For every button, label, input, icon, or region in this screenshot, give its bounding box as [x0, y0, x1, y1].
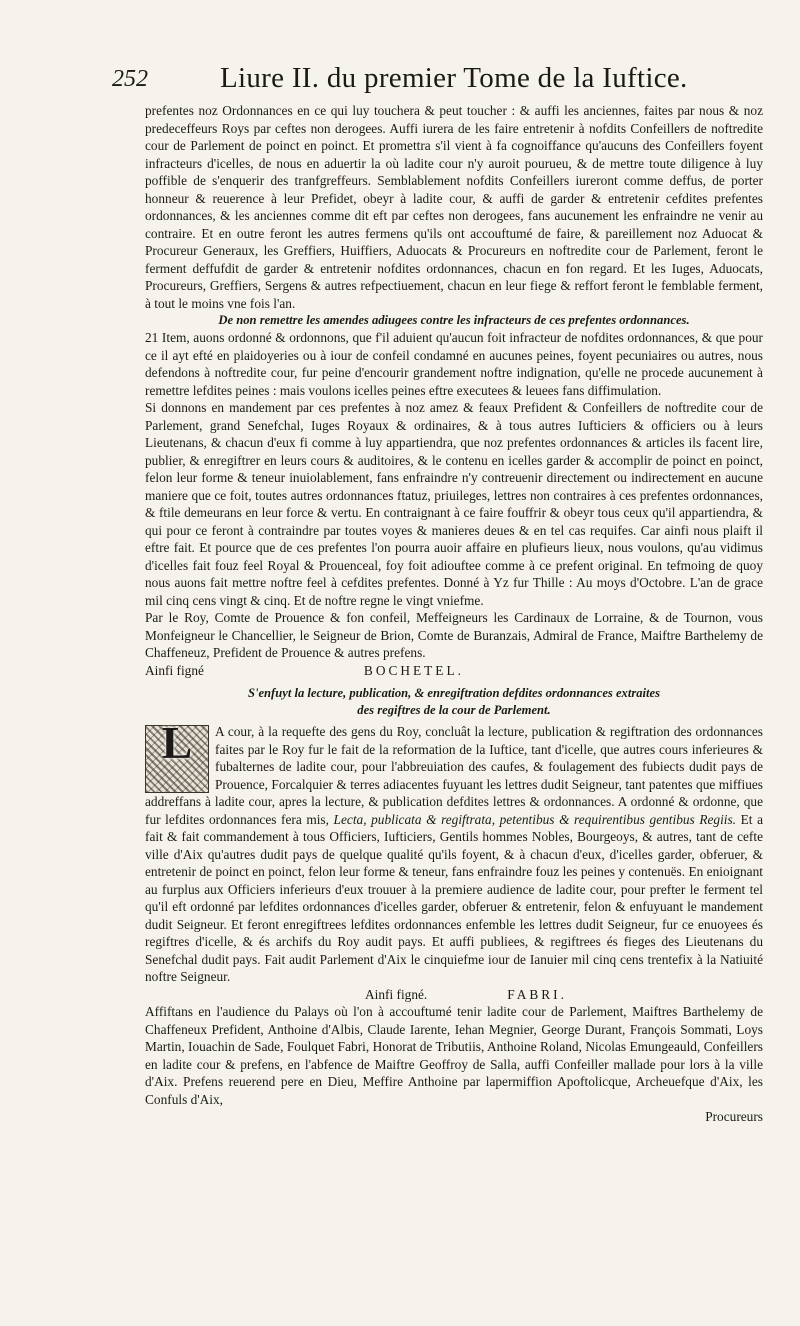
paragraph-text: Et a fait & fait commandement à tous Officiers, Iufticiers, Gentils hommes Nobles, Bourgeoys, & autres, tant de cefte ville d'Aix qu'autres dudit pays de quelque qualité qu'ils foyent, & à chacun d'eux, d'icelles garder, obferuer, & entretenir de poinct en poinct, felon leur forme & teneur, fans enfraindre fouz les peines y contenuës. En enioignant au furplus aux Officiers inferieurs d'eux trouuer à la premiere audience de ladite cour, pour prefter le ferment tel qu'il eft ordonné par lefdites ordonnances d'icelles garder, obferuer & entretenir, felon & enfuyuant le mandement dudit Seigneur. Et feront enregiftrees lefdites ordonnances enfemble les lettres dudit Seigneur, fur ce enuoyees és regiftres d'icelle, & és archifs du Roy audit pays. Et auffi publiees, & regiftrees és fieges des Lieutenans du Senefchal dudit pays. Fait audit Parlement d'Aix le cinquiefme iour de Ianuier mil cinq cens trentefix à la Natiuité noftre Seigneur. [145, 811, 763, 984]
catchword: Procureurs [705, 1109, 763, 1124]
running-title: Liure II. du premier Tome de la Iuftice. [220, 62, 688, 94]
signature-label: Ainfi figné [145, 662, 204, 678]
paragraph: 21 Item, auons ordonné & ordonnons, que f'il aduient qu'aucun foit infracteur de nofdites ordonnances, & que pour ce il ayt efté en plaidoyeries ou à iour de confeil condamné en aucunes peines, foyent pecuniaires ou autres, nous defendons à noftredite cour, fur peine d'encourir grandement noftre indignation, qu'elle ne procede aucunement à remettre lefdites peines : mais voulons icelles peines eftre executees & leuees fans diffimulation. [145, 330, 763, 398]
signature-name: BOCHETEL. [363, 662, 464, 678]
signature-line [145, 986, 763, 1004]
signature-label: Ainfi figné. [365, 986, 428, 1002]
paragraph-text: A cour, à la requefte des gens du Roy, concluât la lecture, publication & regiftration des ordonnances faites par le Roy fur le fait de la reformation de la Iuftice, tant d'icelle, que autres cours inferieures & fubalternes de ladite cour, pour l'abbreuiation des caufes, & foulagement des fubiects dudit pays de Prouence, Forcalquier & terres adiacentes fuyuant les lettres dudit Seigneur, tant patentes que miffiues addreffans à ladite cour, apres la lecture, & publication defdites lettres & ordonnances. A ordonné & ordonne, que fur lefdites ordonnances fera mis, [145, 724, 763, 827]
latin-formula: Lecta, publicata & regiftrata, petentibus & requirentibus gentibus Regiis. [333, 811, 737, 827]
signature-name: FABRI. [507, 986, 567, 1002]
paragraph: prefentes noz Ordonnances en ce qui luy touchera & peut toucher : & auffi les anciennes, faites par nous & noz predeceffeurs Roys par ceftes non derogees. Auffi iurera de les faire entretenir à nofdits Confeillers de noftredite cour de Parlement de poinct en poinct. Et promettra s'il vient à fa cognoiffance qu'aucuns des Confeillers foyent infracteurs d'icelles, de nous en aduertir la où ladite cour n'y auroit pourueu, & de mettre toute diligence à luy poffible de s'enquerir des tranfgreffeurs. Semblablement nofdits Confeillers iureront comme deffus, de porter honneur & reuerence à leur Prefidet, obeyr à ladite cour, & auffi de garder & entretenir cefdites prefentes ordonnances, & les anciennes comme dit eft par ceftes non derogees, fans aucunement les enfraindre ne venir au contraire. Et en outre feront les autres fermens qu'ils ont accouftumé de faire, & pareillement noz Aduocat & Procureur Generaux, les Greffiers, Huiffiers, Aduocats & Procureurs en noftredite cour de Parlement, feront le ferment deffufdit de garder & entretenir nofdites ordonnances, chacun en fon regard. Et les Iuges, Aduocats, Procureurs, Greffiers, Sergens & autres refpectiuement, chacun en leur fiege & reffort feront le femblable ferment, à tout le moins vne fois l'an. [145, 103, 763, 311]
paragraph: Si donnons en mandement par ces prefentes à noz amez & feaux Prefident & Confeillers de noftredite cour de Parlement, grand Senefchal, Iuges Royaux & ordinaires, & à tous autres Iufticiers & officiers ou à leurs Lieutenans, & chacun d'eux fi comme à luy appartiendra, que noz prefentes ordonnances & articles ils facent lire, publier, & enregiftrer en leurs cours & auditoires, & le contenu en icelles garder & accomplir de poinct en poinct, felon leur forme & teneur inuiolablement, fans enfraindre n'y contreuenir directement ou indirectement en aucune maniere que ce foit, toutes autres ordonnances ftatuz, priuileges, lettres non contraires à ces prefentes ordonnances, & ftile demeurans en leur force & vertu. En contraignant à ce faire fouffrir & obeyr tous ceux qu'il appartiendra, & qui pour ce feront à contraindre par toutes voyes & manieres deues & en tel cas requifes. Car ainfi nous plaift il eftre fait. Et pource que de ces prefentes l'on pourra auoir affaire en plufieurs lieux, nous voulons, qu'au vidimus d'icelles fait fouz feel Royal & Prouenceal, foy foit adiouftee comme à ce prefent original. En tefmoing de quoy nous auons fait mettre noftre feel à cefdites prefentes. Donné à Yz fur Thille : Au moys d'Octobre. L'an de grace mil cinq cens vingt & cinq. Et de noftre regne le vingt vniefme. [145, 400, 763, 608]
section-heading [145, 685, 763, 719]
paragraph: Par le Roy, Comte de Prouence & fon confeil, Meffeigneurs les Cardinaux de Lorraine, & de Tournon, vous Monfeigneur le Chancellier, le Seigneur de Brion, Comte de Buranzais, Admiral de France, Maiftre Barthelemy de Chaffeneuz, Prefident de Prouence & autres prefens. [145, 610, 763, 660]
paragraph [145, 717, 763, 986]
heading-line: des regiftres de la cour de Parlement. [357, 703, 551, 717]
paragraph: Affiftans en l'audience du Palays où l'on à accouftumé tenir ladite cour de Parlement, Maiftres Barthelemy de Chaffeneux Prefident, Anthoine d'Albis, Claude Iarente, Iehan Megnier, George Durant, François Sommati, Loys Martin, Iouachin de Sade, Foulquet Fabri, Honorat de Tributiis, Anthoine Roland, Nicolas Emungeauld, Confeillers en ladite cour & prefens, en l'abfence de Maiftre Geoffroy de Salla, auffi Confeiller mallade pour lors à la ville d'Aix. Prefens reuerend pere en Dieu, Meffire Anthoine par lapermiffion Apoftolicque, Archeuefque d'Aix, les Confuls d'Aix, [145, 1004, 763, 1107]
signature-line [145, 662, 763, 680]
page-header [112, 62, 772, 102]
initial-letter: L [161, 717, 193, 768]
heading-line: S'enfuyt la lecture, publication, & enregiftration defdites ordonnances extraites [247, 686, 661, 700]
section-heading: De non remettre les amendes adiugees contre les infracteurs de ces prefentes ordonnances. [218, 313, 690, 327]
ornamental-initial [145, 717, 209, 793]
page-body [145, 102, 763, 1126]
page-number: 252 [112, 66, 148, 92]
decorated-paragraph [145, 717, 763, 986]
